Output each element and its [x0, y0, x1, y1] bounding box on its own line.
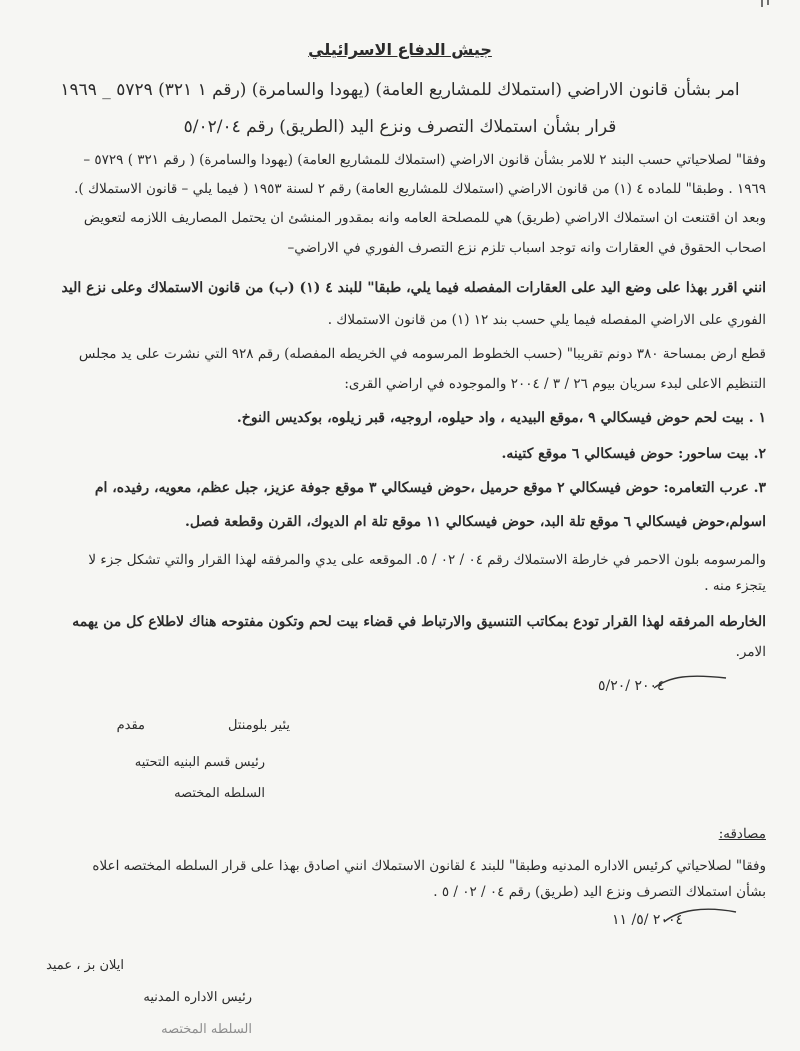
approval-line: وفقا" لصلاحياتي كرئيس الاداره المدنيه وطبقا" للبند ٤ لقانون الاستملاك انني اصادق بهذا على قرار السلطه المختصه اعلاه [92, 858, 766, 874]
village-item: ٢. بيت ساحور: حوض فيسكالي ٦ موقع كتينه. [501, 446, 766, 462]
decree-line: الفوري على الاراضي المفصله فيما يلي حسب بند ١٢ (١) من قانون الاستملاك . [327, 312, 766, 328]
date-scribble [660, 902, 740, 928]
signing-date: ٢٠٠٤ /٥/٢٠ [598, 678, 665, 694]
preamble-line: وبعد ان اقتنعت ان استملاك الاراضي (طريق) هي للمصلحة العامه وانه بمقدور المنشئ ان يحتمل المصاريف اللازمه لتعويض [83, 210, 766, 226]
preamble-line: ١٩٦٩ . وطبقا" للماده ٤ (١) من قانون الاراضي (استملاك للمشاريع العامة) رقم ٢ لسنة ١٩٥٣ ( فيما يلي – قانون الاستملاك ). [74, 181, 766, 197]
signer-name: يئير بلومنتل [227, 718, 290, 733]
org-title: جيش الدفاع الاسرائيلي [308, 40, 492, 59]
map-note-line: والمرسومه بلون الاحمر في خارطة الاستملاك رقم ٠٤ / ٠٢ / ٥. الموقعه على يدي والمرفقه لهذا القرار والتي تشكل جزء لا [88, 552, 766, 568]
signer-authority: السلطه المختصه [174, 786, 265, 801]
village-item: اسولم،حوض فيسكالي ٦ موقع تلة البد، حوض فيسكالي ١١ موقع تلة ام الديوك، القرن وقطعة فصل. [184, 514, 766, 530]
approver-name: ايلان بز ، عميد [46, 958, 124, 973]
order-title: امر بشأن قانون الاراضي (استملاك للمشاريع العامة) (يهودا والسامرة) (رقم ١ ٣٢١) ٥٧٢٩ _ ١٩٦٩ [60, 80, 740, 100]
approval-line: بشأن استملاك التصرف ونزع اليد (طريق) رقم ٠٤ / ٠٢ / ٥ . [433, 884, 766, 900]
approval-heading: مصادقه: [718, 826, 766, 842]
decision-title: قرار بشأن استملاك التصرف ونزع اليد (الطريق) رقم ٥/٠٢/٠٤ [183, 117, 617, 137]
land-line: التنظيم الاعلى لبدء سريان بيوم ٢٦ / ٣ / ٢٠٠٤ والموجوده في اراضي القرى: [344, 376, 766, 392]
map-note-line: يتجزء منه . [704, 578, 766, 594]
corner-mark [760, 0, 772, 8]
preamble-line: اصحاب الحقوق في العقارات وانه توجد اسباب تلزم نزع التصرف الفوري في الاراضي– [287, 240, 766, 256]
land-line: قطع ارض بمساحة ٣٨٠ دونم تقريبا" (حسب الخطوط المرسومه في الخريطه المفصله) رقم ٩٢٨ التي نشرت على يد مجلس [78, 346, 766, 362]
decree-line: انني اقرر بهذا على وضع اليد على العقارات المفصله فيما يلي، طبقا" للبند ٤ (١) (ب) من قانون الاستملاك وعلى نزع اليد [61, 280, 766, 296]
approver-authority: السلطه المختصه [161, 1022, 252, 1037]
approval-date: ٢٠٠٤ /٥/ ١١ [612, 912, 683, 928]
deposit-line: الخارطه المرفقه لهذا القرار تودع بمكاتب التنسيق والارتباط في قضاء بيت لحم وتكون مفتوحه هناك لاطلاع كل من يهمه [72, 614, 766, 630]
approver-role: رئيس الاداره المدنيه [143, 990, 252, 1005]
date-scribble [650, 670, 730, 694]
deposit-line: الامر. [735, 644, 766, 660]
village-item: ٣. عرب التعامره: حوض فيسكالي ٢ موقع حرميل ،حوض فيسكالي ٣ موقع جوفة عزيز، جبل عظم، معويه، رفيده، ام [94, 480, 766, 496]
village-item: ١ . بيت لحم حوض فيسكالي ٩ ،موقع البيديه ، واد حيلوه، اروجيه، قبر زيلوه، بوكديس النوخ. [236, 410, 766, 426]
signer-rank: مقدم [116, 718, 145, 733]
signer-role: رئيس قسم البنيه التحتيه [134, 755, 265, 770]
preamble-line: وفقا" لصلاحياتي حسب البند ٢ للامر بشأن قانون الاراضي (استملاك للمشاريع العامة) (يهودا والسامرة) ( رقم ٣٢١ ) ٥٧٢٩ – [83, 152, 766, 168]
